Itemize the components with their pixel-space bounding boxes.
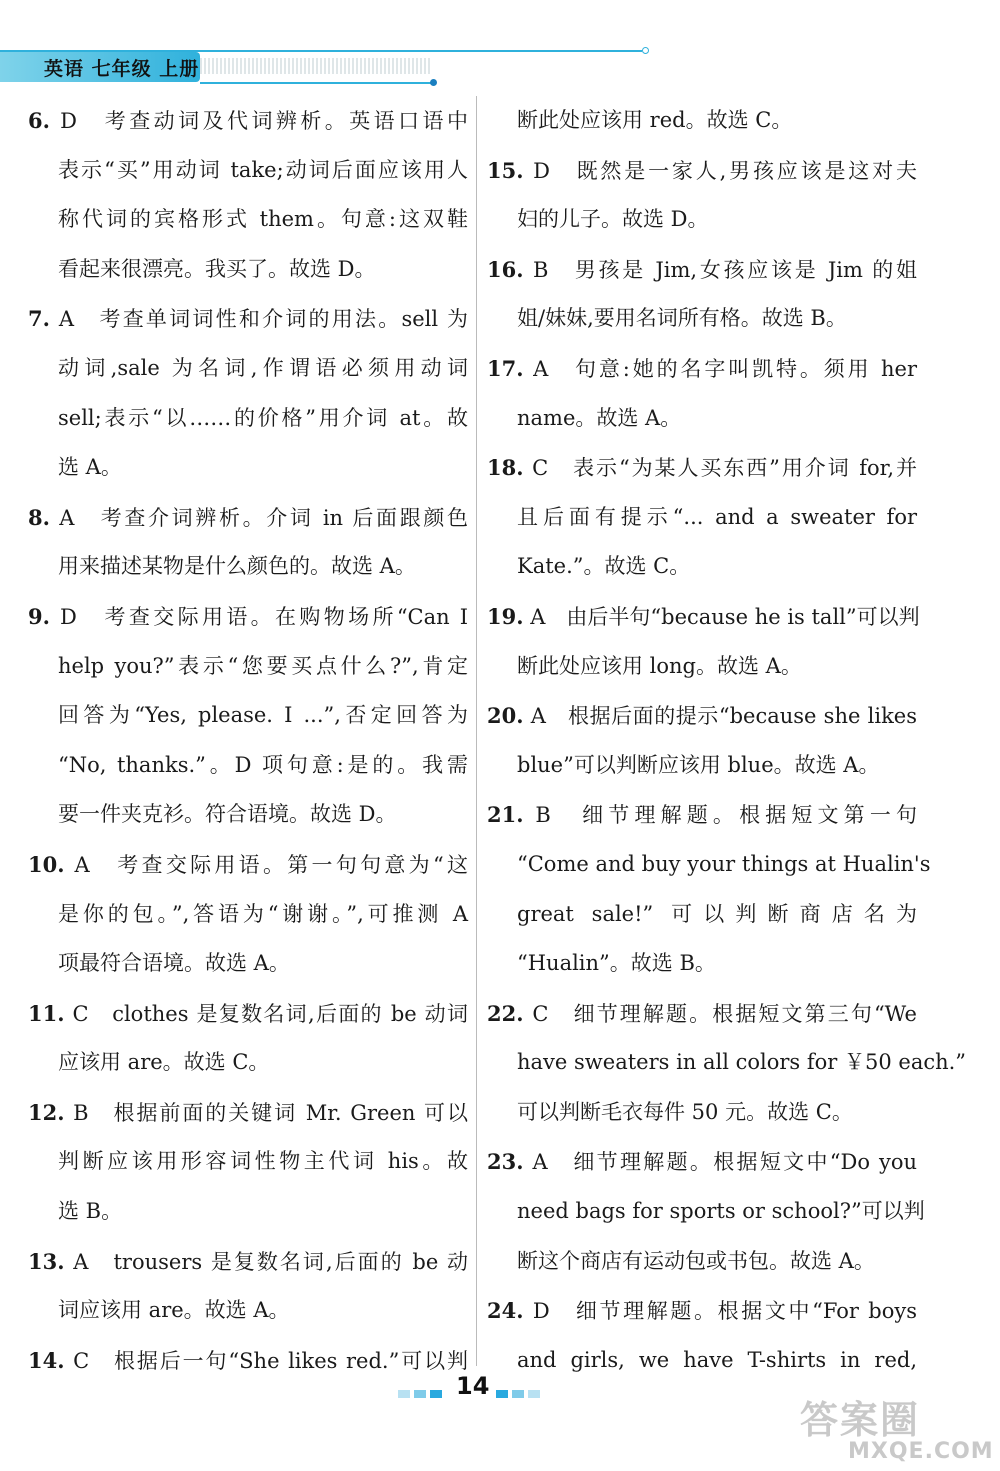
answer-line-continuation	[28, 691, 468, 741]
answer-line	[28, 840, 468, 890]
question-number: 9.	[28, 603, 50, 629]
explanation-text: 断这个商店有运动包或书包。故选 A。	[517, 1248, 875, 1273]
explanation-text: 词应该用 are。故选 A。	[58, 1298, 290, 1323]
question-number: 17.	[487, 355, 524, 381]
answer-line	[487, 245, 917, 295]
answer-line-continuation	[28, 939, 468, 989]
question-number: 23.	[487, 1149, 524, 1175]
column-divider	[476, 96, 477, 1366]
footer-deco-right	[496, 1383, 544, 1391]
answer-line	[487, 146, 917, 196]
explanation-text: C 根据后一句“She likes red.”可以判	[73, 1348, 468, 1373]
question-number: 20.	[487, 703, 524, 729]
explanation-text: 选 A。	[58, 455, 122, 480]
explanation-text: 表示“买”用动词 take;动词后面应该用人	[58, 157, 468, 182]
question-number: 7.	[28, 306, 50, 332]
explanation-text: D 考查动词及代词辨析。英语口语中	[60, 109, 468, 133]
explanation-text: A 由后半句“because he is tall”可以判	[530, 604, 920, 629]
explanation-text: 用来描述某物是什么颜色的。故选 A。	[58, 554, 416, 579]
explanation-text: 项最符合语境。故选 A。	[58, 951, 290, 976]
answer-line	[487, 1286, 917, 1336]
explanation-text: A 考查单词词性和介词的用法。sell 为	[58, 307, 468, 332]
question-number: 14.	[28, 1347, 65, 1373]
answer-line-continuation	[28, 443, 468, 493]
answer-line-continuation	[487, 1088, 917, 1138]
explanation-text: A trousers 是复数名词,后面的 be 动	[73, 1249, 468, 1274]
explanation-text: help you?”表示“您要买点什么?”,肯定	[58, 653, 468, 678]
header-dot-end-icon	[430, 79, 437, 86]
answer-line-continuation	[487, 741, 917, 791]
answer-line	[28, 493, 468, 543]
question-number: 16.	[487, 256, 524, 282]
explanation-text: A 句意:她的名字叫凯特。须用 her	[533, 356, 918, 381]
answer-line-continuation	[487, 394, 917, 444]
answer-line-continuation	[28, 394, 468, 444]
explanation-text: “Come and buy your things at Hualin's	[517, 851, 931, 876]
question-number: 24.	[487, 1298, 524, 1324]
answer-line	[28, 96, 468, 146]
answer-line	[487, 443, 917, 493]
answer-line-continuation	[28, 245, 468, 295]
question-number: 21.	[487, 802, 524, 828]
answer-line-continuation	[487, 1038, 967, 1088]
page-header	[0, 0, 1000, 95]
answer-line-continuation	[28, 146, 468, 196]
header-dot-icon	[642, 47, 649, 54]
answer-line-continuation	[28, 890, 468, 940]
explanation-text: 是你的包。”,答语为“谢谢。”,可推测 A	[58, 901, 468, 926]
answer-line-continuation	[28, 195, 468, 245]
explanation-text: 可以判断毛衣每件 50 元。故选 C。	[517, 1099, 853, 1124]
explanation-text: A 考查交际用语。第一句句意为“这	[74, 852, 468, 877]
explanation-text: and girls, we have T-shirts in red,	[517, 1347, 917, 1372]
question-number: 11.	[28, 1000, 65, 1026]
watermark-url: MXQE.COM	[848, 1439, 994, 1464]
header-strip	[200, 58, 430, 74]
explanation-text: D 考查交际用语。在购物场所“Can I	[59, 604, 469, 629]
explanation-text: C 细节理解题。根据短文第三句“We	[532, 1001, 917, 1026]
explanation-text: B 细节理解题。根据短文第一句	[535, 803, 917, 828]
answer-line	[28, 592, 468, 642]
answer-line-continuation	[487, 1187, 925, 1237]
answer-line-continuation	[28, 1286, 468, 1336]
explanation-text: 选 B。	[58, 1199, 123, 1224]
book-title: 英语 七年级 上册	[44, 58, 200, 80]
explanation-text: name。故选 A。	[517, 405, 682, 430]
answer-line-continuation	[487, 542, 917, 592]
answer-line	[487, 592, 920, 642]
question-number: 8.	[28, 504, 50, 530]
explanation-text: D 细节理解题。根据文中“For boys	[532, 1299, 917, 1324]
explanation-text: “Hualin”。故选 B。	[517, 951, 716, 976]
explanation-text: “No, thanks.”。D 项句意:是的。我需	[58, 752, 468, 777]
footer-deco-left	[398, 1383, 446, 1391]
question-number: 12.	[28, 1099, 65, 1125]
answer-line	[487, 790, 917, 840]
explanation-text: 妇的儿子。故选 D。	[517, 207, 709, 232]
explanation-text: A 考查介词辨析。介词 in 后面跟颜色	[59, 505, 468, 530]
explanation-text: have sweaters in all colors for ￥50 each.”	[517, 1050, 967, 1075]
explanation-text: A 根据后面的提示“because she likes	[530, 704, 917, 729]
answer-line-continuation	[487, 890, 917, 940]
explanation-text: 判断应该用形容词性物主代词 his。故	[58, 1149, 468, 1174]
explanation-text: 要一件夹克衫。符合语境。故选 D。	[58, 802, 397, 827]
answer-line-continuation	[28, 542, 468, 592]
answer-line-continuation	[487, 294, 917, 344]
explanation-text: B 男孩是 Jim,女孩应该是 Jim 的姐	[532, 257, 917, 282]
explanation-text: need bags for sports or school?”可以判	[517, 1199, 925, 1224]
question-number: 18.	[487, 455, 524, 481]
answer-line	[487, 344, 917, 394]
watermark-logo-text: 答案圈	[800, 1398, 921, 1442]
explanation-text: 动词,sale 为名词,作谓语必须用动词	[58, 355, 468, 380]
explanation-text: 断此处应该用 long。故选 A。	[517, 653, 802, 678]
explanation-text: 且后面有提示“... and a sweater for	[517, 504, 917, 529]
answer-line-continuation	[28, 642, 468, 692]
explanation-text: D 既然是一家人,男孩应该是这对夫	[533, 158, 917, 183]
left-column	[28, 96, 468, 1385]
explanation-text: 姐/妹妹,要用名词所有格。故选 B。	[517, 306, 847, 331]
explanation-text: A 细节理解题。根据短文中“Do you	[532, 1150, 917, 1175]
question-number: 13.	[28, 1248, 65, 1274]
question-number: 6.	[28, 108, 50, 133]
explanation-text: 看起来很漂亮。我买了。故选 D。	[58, 256, 376, 281]
explanation-text: 称代词的宾格形式 them。句意:这双鞋	[58, 207, 468, 232]
question-number: 10.	[28, 851, 65, 877]
answer-line	[28, 1237, 468, 1287]
explanation-text: 断此处应该用 red。故选 C。	[517, 108, 793, 132]
answer-line-continuation	[28, 1187, 468, 1237]
answer-line	[28, 989, 468, 1039]
page-number: 14	[456, 1372, 490, 1400]
answer-line-continuation	[487, 195, 917, 245]
question-number: 22.	[487, 1000, 524, 1026]
explanation-text: 应该用 are。故选 C。	[58, 1050, 270, 1075]
answer-line-continuation	[487, 939, 917, 989]
answer-line	[28, 294, 468, 344]
answer-line	[487, 1137, 917, 1187]
watermark	[800, 1398, 994, 1465]
explanation-text: 回答为“Yes, please. I ...”,否定回答为	[58, 703, 468, 728]
explanation-text: blue”可以判断应该用 blue。故选 A。	[517, 752, 880, 777]
explanation-text: C clothes 是复数名词,后面的 be 动词	[72, 1001, 468, 1026]
header-line-bottom	[200, 82, 432, 84]
explanation-text: B 根据前面的关键词 Mr. Green 可以	[73, 1100, 468, 1125]
answer-line-continuation	[487, 493, 917, 543]
answer-line	[28, 1088, 468, 1138]
answer-line-continuation	[28, 741, 468, 791]
answer-line-continuation	[487, 840, 931, 890]
answer-line-continuation	[487, 1237, 917, 1287]
answer-line	[487, 691, 917, 741]
right-column	[487, 96, 967, 1385]
question-number: 15.	[487, 157, 524, 183]
explanation-text: C 表示“为某人买东西”用介词 for,并	[532, 456, 917, 481]
question-number: 19.	[487, 603, 524, 629]
answer-line-continuation	[28, 344, 468, 394]
answer-line	[487, 989, 917, 1039]
answer-line-continuation	[28, 1137, 468, 1187]
explanation-text: great sale!” 可以判断商店名为	[517, 901, 917, 926]
answer-line-continuation	[487, 96, 917, 146]
explanation-text: sell;表示“以……的价格”用介词 at。故	[58, 405, 468, 430]
explanation-text: Kate.”。故选 C。	[517, 554, 691, 579]
answer-line-continuation	[28, 790, 468, 840]
answer-line-continuation	[28, 1038, 468, 1088]
answer-line-continuation	[487, 642, 917, 692]
